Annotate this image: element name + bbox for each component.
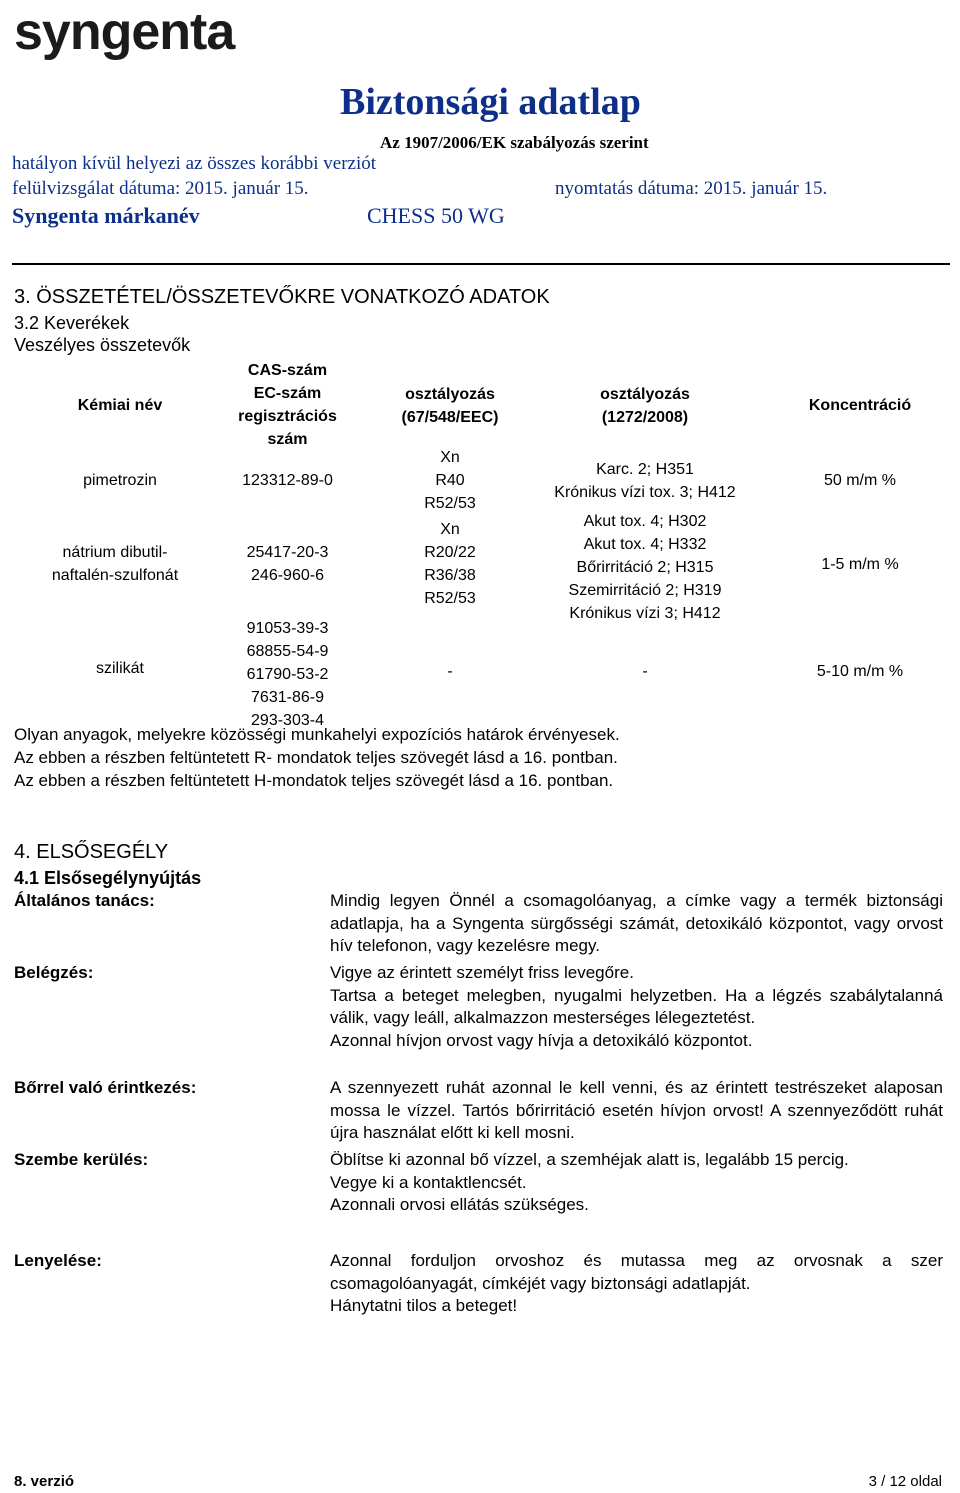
syngenta-logo: syngenta <box>14 3 235 61</box>
document-title: Biztonsági adatlap <box>340 81 641 123</box>
page-number: 3 / 12 oldal <box>868 1473 942 1490</box>
hazardous-components-heading: Veszélyes összetevők <box>14 335 191 355</box>
col-concentration: Koncentráció <box>808 397 912 414</box>
general-advice-text: Mindig legyen Önnél a csomagolóanyag, a címke vagy a termék biztonsági adatlapja, ha a Syngenta sürgősségi számát, detoxikáló központot, vagy orvost hív telefonon, vagy kezelésre megy. <box>330 891 943 955</box>
table-row-3-name: szilikát <box>95 660 144 677</box>
table-row-3-concentration: 5-10 m/m % <box>816 663 904 680</box>
table-row-2-name: nátrium dibutil- naftalén-szulfonát <box>51 544 179 584</box>
section-4-1-title: 4.1 Elsősegélynyújtás <box>14 868 202 888</box>
header-divider <box>12 263 950 265</box>
skin-contact-label: Bőrrel való érintkezés: <box>14 1078 197 1097</box>
inhalation-label: Belégzés: <box>14 963 94 982</box>
version-label: 8. verzió <box>14 1473 75 1490</box>
section-3-2-title: 3.2 Keverékek <box>14 313 130 333</box>
ingestion-text: Azonnal forduljon orvoshoz és mutassa meg az orvosnak a szer csomagolóanyagát, címkéjét vagy biztonsági adatlapját. Hánytatni tilos a beteget! <box>330 1251 943 1315</box>
brand-label: Syngenta márkanév <box>12 203 200 228</box>
regulation-reference: Az 1907/2006/EK szabályozás szerint <box>380 133 649 152</box>
eye-contact-text: Öblítse ki azonnal bő vízzel, a szemhéjak alatt is, legalább 15 percig. Vegye ki a kontaktlencsét. Azonnali orvosi ellátás szükséges. <box>330 1150 849 1214</box>
inhalation-text: Vigye az érintett személyt friss levegőre. Tartsa a beteget melegben, nyugalmi helyzetben. Ha a légzés szabálytalanná válik, vagy leáll, alkalmazzon mesterséges lélegeztetést. Azonnal hívjon orvost vagy hívja a detoxikáló központot. <box>330 963 943 1050</box>
col-registration-numbers: CAS-szám EC-szám regisztrációs szám <box>238 362 337 448</box>
note-line: Az ebben a részben feltüntetett R- mondatok teljes szövegét lásd a 16. pontban. <box>14 748 618 767</box>
eye-contact-label: Szembe kerülés: <box>14 1150 149 1169</box>
table-row-1-name: pimetrozin <box>83 472 157 489</box>
note-line: Az ebben a részben feltüntetett H-mondatok teljes szövegét lásd a 16. pontban. <box>14 771 614 790</box>
print-date: nyomtatás dátuma: 2015. január 15. <box>555 178 828 199</box>
note-line: Olyan anyagok, melyekre közösségi munkahelyi expozíciós határok érvényesek. <box>14 725 620 744</box>
section-3-title: 3. ÖSSZETÉTEL/ÖSSZETEVŐKRE VONATKOZÓ ADATOK <box>14 286 550 308</box>
table-row-1-numbers: 123312-89-0 <box>242 472 333 489</box>
section-4-title: 4. ELSŐSEGÉLY <box>14 841 169 863</box>
table-row-1-clp: Karc. 2; H351 Krónikus vízi tox. 3; H412 <box>554 461 736 501</box>
table-row-2-concentration: 1-5 m/m % <box>821 556 899 573</box>
supersedes-note: hatályon kívül helyezi az összes korábbi verziót <box>12 153 377 174</box>
table-row-1-eec: Xn R40 R52/53 <box>424 449 476 512</box>
table-row-3-eec: - <box>447 663 453 680</box>
table-row-2-numbers: 25417-20-3 246-960-6 <box>246 544 329 584</box>
product-name: CHESS 50 WG <box>367 203 505 228</box>
notes-block <box>14 723 620 792</box>
ingestion-label: Lenyelése: <box>14 1251 102 1270</box>
table-row-2-eec: Xn R20/22 R36/38 R52/53 <box>424 521 476 607</box>
revision-date: felülvizsgálat dátuma: 2015. január 15. <box>12 178 309 199</box>
skin-contact-text: A szennyezett ruhát azonnal le kell venni, és az érintett testrészeket alaposan mossa le vízzel. Tartós bőrirritáció esetén hívjon orvost! A szennyeződött ruhát újra használat előtt ki kell mosni. <box>330 1078 943 1142</box>
col-classification-clp: osztályozás (1272/2008) <box>600 386 690 426</box>
table-row-3-numbers: 91053-39-3 68855-54-9 61790-53-2 7631-86-9 293-303-4 <box>246 620 329 729</box>
col-chemical-name: Kémiai név <box>77 397 163 414</box>
col-classification-eec: osztályozás (67/548/EEC) <box>401 386 499 426</box>
table-row-3-clp: - <box>642 663 648 680</box>
table-row-1-concentration: 50 m/m % <box>823 472 896 489</box>
general-advice-label: Általános tanács: <box>14 891 155 910</box>
table-row-2-clp: Akut tox. 4; H302 Akut tox. 4; H332 Bőrirritáció 2; H315 Szemirritáció 2; H319 Krónikus vízi 3; H412 <box>568 513 722 622</box>
